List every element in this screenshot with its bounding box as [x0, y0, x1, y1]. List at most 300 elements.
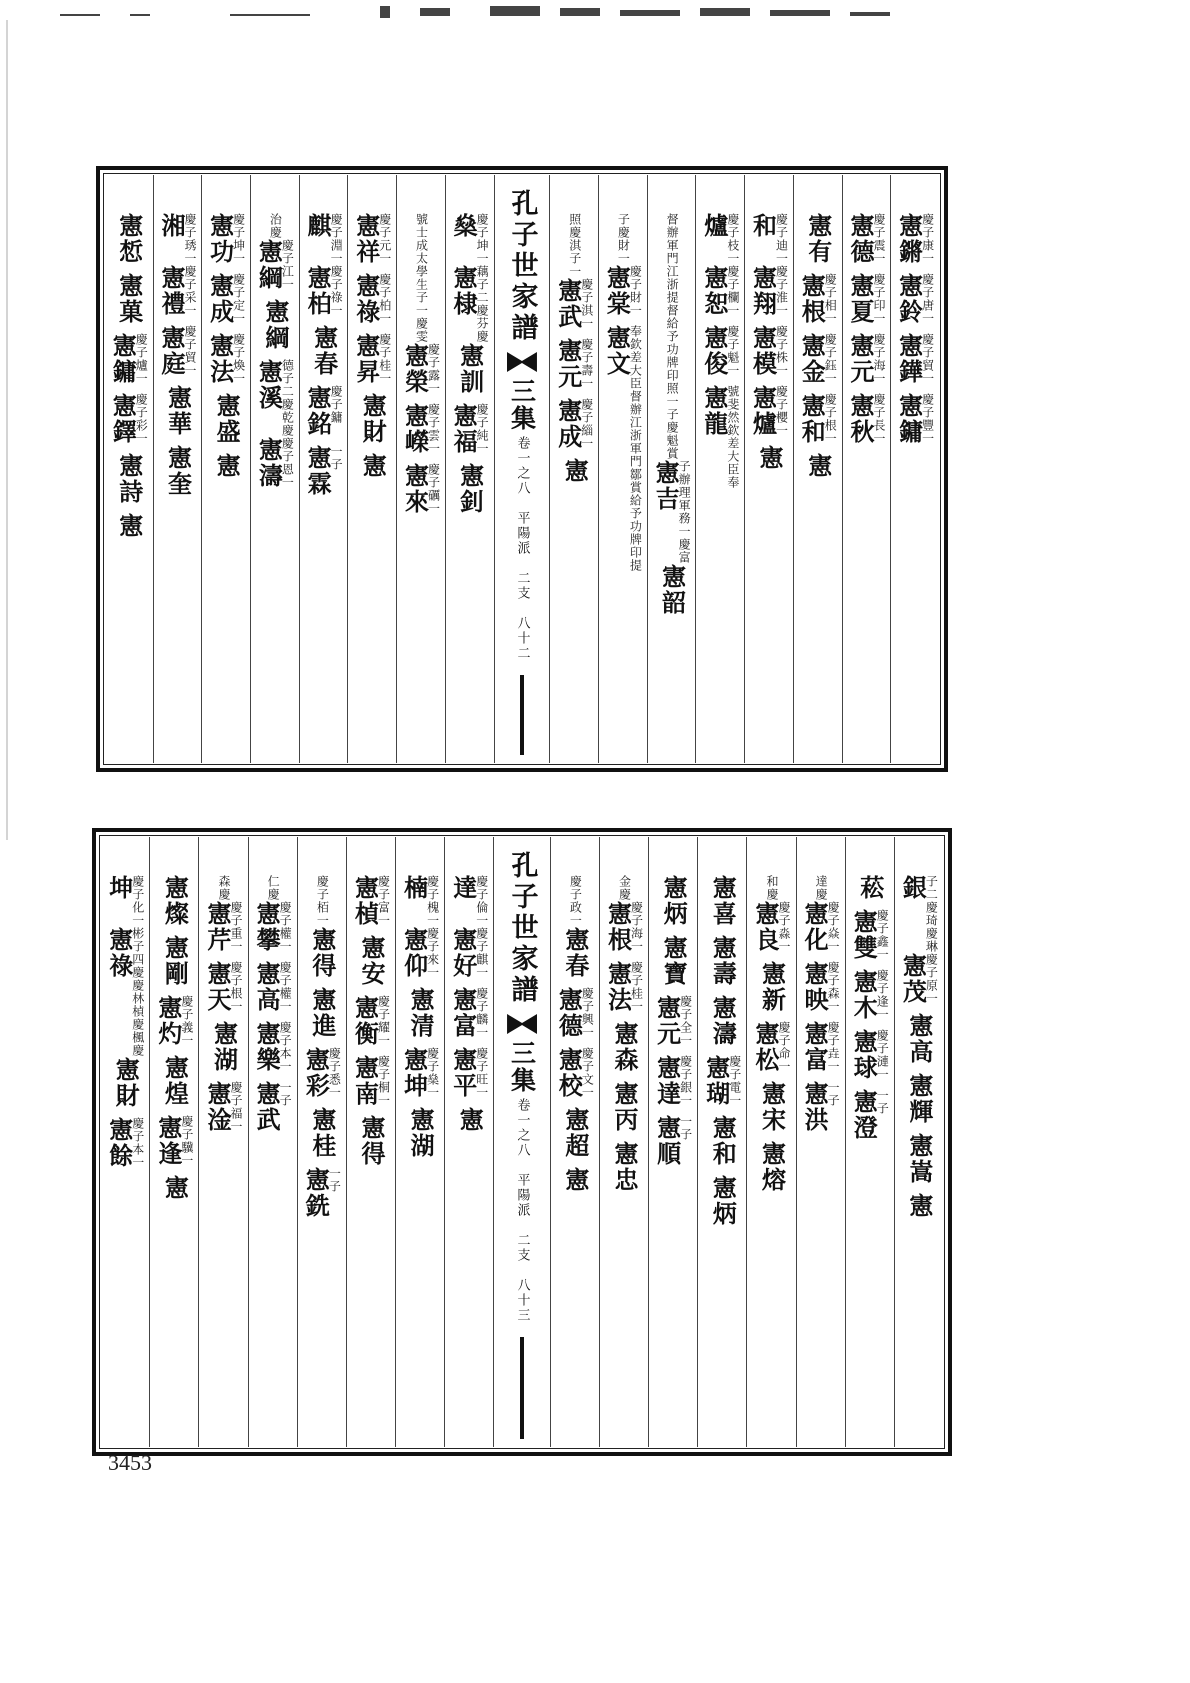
- person-entry: [799, 273, 836, 333]
- person-name: 憲元: [845, 333, 875, 385]
- person-entry: [358, 453, 388, 487]
- person-note: 慶子文一: [580, 1047, 595, 1099]
- person-note: 子辦理軍務一慶富: [677, 460, 692, 564]
- person-name: 憲新: [757, 961, 787, 1013]
- person-entry: [399, 875, 440, 927]
- person-name: 憲校: [554, 1047, 584, 1099]
- person-name: 憲壽: [708, 935, 738, 987]
- person-entry: [307, 987, 337, 1047]
- person-entry: [748, 213, 789, 265]
- person-name: 楠: [399, 875, 429, 901]
- person-name: 憲化: [800, 901, 830, 953]
- entry-column: [796, 837, 845, 1447]
- person-note: 慶子桐一: [376, 1055, 391, 1107]
- entry-column: [395, 837, 444, 1447]
- person-entry: [448, 927, 489, 987]
- person-entry: [451, 213, 488, 265]
- person-name: 憲鈴: [894, 273, 924, 325]
- person-name: 憲超: [560, 1107, 590, 1159]
- entry-column: [347, 175, 396, 763]
- person-name: 憲淦: [203, 1081, 232, 1133]
- person-name: 憲: [560, 1167, 590, 1193]
- person-entry: [114, 213, 144, 273]
- person-note: 慶子枝一: [725, 213, 740, 265]
- person-entry: [212, 453, 242, 487]
- person-name: 憲翔: [748, 265, 778, 317]
- entry-column: [549, 175, 598, 763]
- person-name: 憲棠: [602, 265, 632, 317]
- person-name: 憲奎: [163, 445, 193, 497]
- person-entry: [451, 403, 488, 463]
- person-entry: [114, 513, 144, 547]
- person-note: 慶子魁一: [725, 325, 740, 377]
- person-entry: [406, 1107, 436, 1167]
- person-name: 憲嶸: [400, 403, 430, 455]
- entry-column: [101, 837, 149, 1447]
- person-name: 憲: [160, 1175, 190, 1201]
- person-note: 慶子淇一: [579, 278, 594, 330]
- person-entry: [448, 875, 489, 927]
- person-name: 憲雙: [849, 909, 879, 961]
- person-entry: [266, 875, 279, 901]
- person-entry: [609, 1021, 639, 1081]
- person-note: 慶子原一: [924, 953, 939, 1005]
- person-entry: [845, 213, 886, 273]
- person-note: 慶子鈺一: [823, 333, 838, 385]
- person-entry: [160, 935, 190, 995]
- person-entry: [352, 1055, 389, 1115]
- entry-column: [599, 837, 648, 1447]
- person-entry: [708, 935, 738, 995]
- person-entry: [560, 1107, 590, 1167]
- person-note: 慶子倫一: [474, 875, 489, 927]
- person-name: 憲成: [553, 398, 583, 450]
- person-entry: [153, 995, 194, 1055]
- person-name: 憲武: [553, 278, 583, 330]
- person-name: 憲昇: [351, 333, 381, 385]
- person-name: 憲根: [603, 901, 633, 953]
- person-note: 奉欽差大臣督辦江浙軍門鄒賞給予功牌印提: [628, 325, 643, 572]
- person-entry: [305, 265, 342, 325]
- entry-column: [445, 175, 494, 763]
- person-name: 憲富: [800, 1021, 830, 1073]
- person-note: 慶子祿一: [329, 265, 344, 317]
- person-note: 慶子桂一: [377, 333, 392, 385]
- person-entry: [699, 213, 740, 265]
- person-name: 憲榮: [400, 343, 430, 395]
- person-note: 慶子海一: [871, 333, 886, 385]
- person-note: 慶子燊一: [425, 1047, 440, 1099]
- person-name: 銀: [898, 875, 928, 901]
- person-note: 慶子琇一: [182, 213, 197, 265]
- person-note: 慶子悉一: [327, 1047, 342, 1099]
- person-note: 治慶: [268, 213, 283, 239]
- page-header-column: [493, 837, 549, 1447]
- person-entry: [757, 1141, 787, 1201]
- person-name: 憲宋: [757, 1081, 787, 1133]
- person-entry: [699, 265, 740, 325]
- person-entry: [358, 393, 388, 453]
- person-name: 憲: [455, 1107, 485, 1133]
- entry-column: [894, 837, 943, 1447]
- person-name: 憲元: [652, 995, 682, 1047]
- person-entry: [799, 393, 836, 453]
- person-name: 憲高: [252, 961, 282, 1013]
- person-name: 憲模: [748, 325, 778, 377]
- person-entry: [604, 265, 641, 325]
- person-entry: [448, 987, 489, 1047]
- person-entry: [356, 1115, 386, 1175]
- person-entry: [802, 901, 839, 961]
- person-entry: [699, 385, 740, 489]
- person-name: 憲: [212, 453, 242, 479]
- person-note: 慶子來一: [425, 927, 440, 979]
- person-name: 憲仰: [399, 927, 429, 979]
- person-note: 慶子煥一: [231, 333, 246, 385]
- person-entry: [209, 1021, 239, 1081]
- section-info: 卷一之八 平陽派 二支 八十三: [514, 1098, 530, 1323]
- person-note: 慶子海一: [629, 901, 644, 953]
- person-note: 慶子本一: [130, 1117, 145, 1169]
- person-entry: [652, 1115, 693, 1175]
- person-name: 憲富: [448, 987, 478, 1039]
- person-name: 憲金: [797, 333, 827, 385]
- person-entry: [904, 1193, 934, 1227]
- person-entry: [708, 995, 738, 1055]
- genealogy-page-82: [96, 166, 948, 772]
- person-name: 憲坤: [399, 1047, 429, 1099]
- person-name: 憲芹: [203, 901, 232, 953]
- person-note: 子二慶琦慶琳: [924, 875, 939, 953]
- person-name: 憲華: [163, 385, 193, 437]
- person-entry: [111, 1057, 141, 1117]
- person-entry: [104, 1117, 145, 1177]
- person-name: 憲禮: [156, 265, 186, 317]
- person-entry: [560, 458, 590, 492]
- person-note: 慶子電一: [727, 1055, 742, 1107]
- person-name: 憲盛: [212, 393, 242, 445]
- person-note: 慶子純一: [475, 403, 490, 455]
- person-note: 彬子四慶慶林楨慶楓慶: [130, 927, 145, 1057]
- entry-column: [153, 175, 202, 763]
- person-name: 憲鏵: [894, 333, 924, 385]
- entry-column: [695, 175, 744, 763]
- person-note: 慶子震一: [871, 213, 886, 265]
- scan-edge-line: [6, 20, 8, 840]
- person-name: 憲祿: [351, 273, 381, 325]
- person-entry: [402, 463, 439, 523]
- person-name: 憲輝: [904, 1073, 934, 1125]
- person-note: 一子: [329, 445, 344, 471]
- person-name: 憲法: [205, 333, 235, 385]
- person-entry: [845, 393, 886, 453]
- person-entry: [894, 273, 935, 333]
- person-note: 慶子垚一: [826, 1021, 841, 1073]
- person-note: 督辦軍門江浙提督給予功牌印照一子慶魁賞: [665, 213, 680, 460]
- person-entry: [556, 987, 593, 1047]
- person-entry: [254, 901, 291, 961]
- person-entry: [851, 969, 888, 1029]
- person-name: 憲釗: [455, 463, 485, 515]
- person-entry: [851, 909, 888, 969]
- person-note: 一子: [875, 1089, 890, 1115]
- person-name: 憲成: [205, 273, 235, 325]
- person-note: 慶子化一: [130, 875, 145, 927]
- entry-column: [105, 175, 153, 763]
- person-note: 慶子權一: [278, 901, 293, 953]
- person-entry: [455, 1107, 485, 1141]
- person-entry: [160, 1175, 190, 1209]
- person-entry: [399, 927, 440, 987]
- person-entry: [701, 1055, 742, 1115]
- center-bar: [520, 675, 524, 755]
- volume-label: 三集: [507, 378, 537, 432]
- person-entry: [402, 343, 439, 403]
- person-name: 憲訓: [455, 343, 485, 395]
- person-note: 慶子福一: [229, 1081, 243, 1133]
- person-name: 憲茂: [898, 953, 928, 1005]
- person-name: 憲惁: [114, 213, 144, 265]
- person-name: 憲剛: [160, 935, 190, 987]
- person-name: 憲順: [652, 1115, 682, 1167]
- person-entry: [616, 213, 629, 265]
- person-name: 憲柏: [303, 265, 333, 317]
- person-entry: [748, 325, 789, 385]
- person-name: 憲庭: [156, 325, 186, 377]
- person-entry: [665, 213, 678, 460]
- person-name: 憲平: [448, 1047, 478, 1099]
- person-entry: [455, 463, 485, 523]
- person-note: 慶子欄一: [725, 265, 740, 317]
- person-name: 憲功: [205, 213, 235, 265]
- person-note: 照慶淇子一: [567, 213, 582, 278]
- person-name: 憲彩: [301, 1047, 331, 1099]
- person-entry: [254, 961, 291, 1021]
- person-entry: [755, 445, 785, 479]
- person-note: 慶子旺一: [474, 1047, 489, 1099]
- person-name: 憲澄: [849, 1089, 879, 1141]
- person-entry: [652, 995, 693, 1055]
- person-name: 憲綱: [254, 239, 284, 291]
- person-name: 憲餘: [104, 1117, 134, 1169]
- person-entry: [205, 901, 242, 961]
- person-note: 仁慶: [266, 875, 281, 901]
- person-note: 子慶財一: [616, 213, 631, 265]
- person-name: 憲銑: [301, 1167, 331, 1219]
- person-name: 憲木: [849, 969, 879, 1021]
- person-entry: [855, 875, 885, 909]
- person-note: 慶子富一: [376, 875, 391, 927]
- person-entry: [904, 1013, 934, 1073]
- person-name: 憲濤: [708, 995, 738, 1047]
- person-note: 慶子印一: [871, 273, 886, 325]
- person-entry: [851, 1029, 888, 1089]
- person-name: 憲楨: [350, 875, 380, 927]
- person-note: 慶子櫻一: [774, 385, 789, 437]
- book-title: 孔子世家譜: [506, 851, 538, 1006]
- person-entry: [894, 393, 935, 453]
- person-name: 憲夏: [845, 273, 875, 325]
- person-name: 憲來: [400, 463, 430, 515]
- person-note: 慶子淼一: [776, 901, 791, 953]
- person-note: 慶子礪一: [426, 463, 441, 515]
- person-note: 慶子康一: [920, 213, 935, 265]
- person-note: 慶子重一: [229, 901, 243, 953]
- person-note: 慶子長一: [871, 393, 886, 445]
- person-entry: [163, 385, 193, 445]
- person-name: 燊: [449, 213, 479, 239]
- person-name: 憲煌: [160, 1055, 190, 1107]
- entry-column: [297, 837, 346, 1447]
- person-name: 憲吉: [651, 460, 681, 512]
- section-info: 卷一之八 平陽派 二支 八十二: [514, 436, 530, 661]
- person-entry: [748, 385, 789, 445]
- person-entry: [609, 1141, 639, 1201]
- person-entry: [351, 273, 392, 333]
- person-note: 金慶: [617, 875, 632, 901]
- person-name: 憲良: [750, 901, 780, 953]
- person-name: 憲菓: [114, 273, 144, 325]
- entry-column: [890, 175, 939, 763]
- person-note: 號士成太學生子一慶雯: [414, 213, 429, 343]
- person-name: 憲高: [904, 1013, 934, 1065]
- person-name: 憲得: [307, 927, 337, 979]
- person-name: 憲爐: [748, 385, 778, 437]
- person-note: 慶子銀一: [678, 1055, 693, 1107]
- person-name: 憲炳: [708, 1175, 738, 1227]
- person-entry: [851, 1089, 888, 1149]
- person-entry: [750, 901, 791, 961]
- fishtail-mark: [507, 352, 537, 372]
- person-entry: [256, 239, 293, 299]
- entry-column: [648, 837, 697, 1447]
- person-note: 慶子淮一: [774, 265, 789, 317]
- person-name: 憲福: [449, 403, 479, 455]
- person-note: 慶子緇一: [579, 398, 594, 450]
- person-name: 憲韶: [657, 564, 687, 616]
- person-entry: [553, 278, 594, 338]
- person-entry: [553, 338, 594, 398]
- person-entry: [609, 1081, 639, 1141]
- person-entry: [153, 1115, 194, 1175]
- person-name: 憲攀: [252, 901, 282, 953]
- person-entry: [708, 1175, 738, 1235]
- entry-column: [248, 837, 297, 1447]
- person-note: 慶子麟一: [474, 987, 489, 1039]
- person-note: 一子: [278, 1081, 293, 1107]
- person-entry: [307, 1107, 337, 1167]
- person-entry: [110, 393, 147, 453]
- person-name: 憲熔: [757, 1141, 787, 1193]
- person-entry: [307, 927, 337, 987]
- entry-column: [598, 175, 647, 763]
- person-note: 慶子爐一: [134, 333, 149, 385]
- person-name: 憲德: [554, 987, 584, 1039]
- person-note: 一子: [327, 1167, 342, 1193]
- book-title: 孔子世家譜: [506, 189, 538, 344]
- person-entry: [894, 333, 935, 393]
- person-name: 憲俊: [699, 325, 729, 377]
- person-name: 憲和: [708, 1115, 738, 1167]
- person-entry: [605, 901, 642, 961]
- person-entry: [114, 453, 144, 513]
- person-note: 慶子相一: [823, 273, 838, 325]
- person-note: 慶子根一: [823, 393, 838, 445]
- person-entry: [748, 265, 789, 325]
- person-name: 憲得: [356, 1115, 386, 1167]
- person-note: 慶子耀一: [376, 995, 391, 1047]
- person-name: 爐: [699, 213, 729, 239]
- person-entry: [448, 1047, 489, 1107]
- person-entry: [765, 875, 778, 901]
- person-name: 憲清: [406, 987, 436, 1039]
- person-name: 憲恕: [699, 265, 729, 317]
- person-name: 憲: [904, 1193, 934, 1219]
- person-note: 慶子采一: [182, 265, 197, 317]
- person-entry: [104, 927, 145, 1057]
- person-entry: [205, 333, 246, 393]
- person-name: 憲映: [800, 961, 830, 1013]
- person-entry: [114, 273, 144, 333]
- person-note: 和慶: [764, 875, 779, 901]
- person-name: 憲寶: [659, 935, 689, 987]
- person-entry: [845, 333, 886, 393]
- person-note: 慶子坤一: [231, 213, 246, 265]
- person-name: 憲春: [309, 325, 339, 377]
- person-entry: [256, 437, 293, 497]
- person-entry: [802, 961, 839, 1021]
- entry-column: [550, 837, 599, 1447]
- person-name: 憲財: [111, 1057, 141, 1109]
- entry-column: [647, 175, 696, 763]
- person-name: 憲湖: [209, 1021, 239, 1073]
- person-name: 憲龍: [699, 385, 729, 437]
- person-entry: [845, 273, 886, 333]
- person-entry: [451, 265, 488, 343]
- person-entry: [799, 333, 836, 393]
- person-entry: [553, 398, 594, 458]
- person-note: 慶子元一: [377, 213, 392, 265]
- person-entry: [406, 987, 436, 1047]
- person-note: 慶子唐一: [920, 273, 935, 325]
- person-entry: [303, 1047, 340, 1107]
- person-note: 慶子麒一: [474, 927, 489, 979]
- person-note: 慶子栢一: [315, 875, 330, 927]
- person-name: 憲春: [560, 927, 590, 979]
- person-name: 憲達: [652, 1055, 682, 1107]
- person-name: 憲祥: [351, 213, 381, 265]
- person-note: 慶子焱一: [826, 901, 841, 953]
- person-entry: [351, 333, 392, 393]
- entry-column: [201, 175, 250, 763]
- bottom-columns: [101, 837, 943, 1447]
- person-entry: [156, 325, 197, 385]
- person-note: 慶子迪一: [774, 213, 789, 265]
- person-note: 慶子淵一: [329, 213, 344, 265]
- entry-column: [444, 837, 493, 1447]
- person-entry: [351, 213, 392, 273]
- person-note: 慶子鑫一: [875, 909, 890, 961]
- person-name: 憲財: [358, 393, 388, 445]
- person-entry: [904, 1133, 934, 1193]
- person-name: 憲元: [553, 338, 583, 390]
- person-entry: [356, 935, 386, 995]
- person-entry: [659, 875, 689, 935]
- person-entry: [163, 445, 193, 505]
- person-entry: [260, 299, 290, 359]
- entry-column: [346, 837, 395, 1447]
- person-entry: [268, 213, 281, 239]
